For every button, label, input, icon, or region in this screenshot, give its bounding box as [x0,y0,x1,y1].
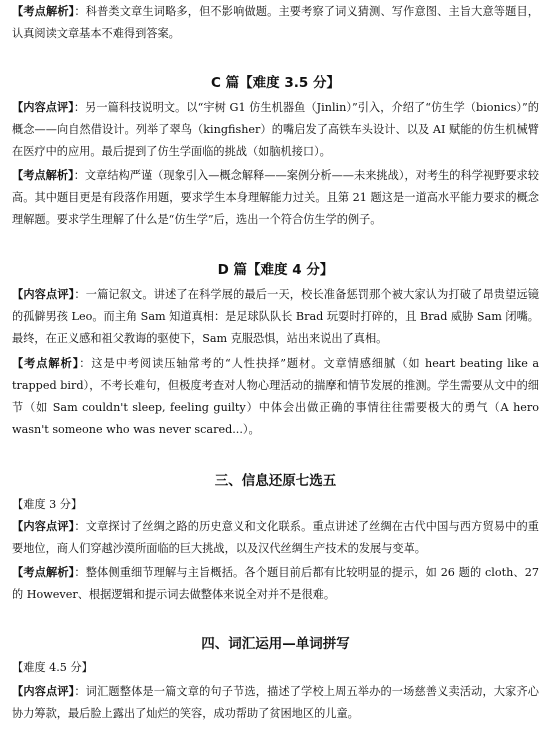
analysis-label: 【考点解析】 [12,168,74,182]
section-d-heading: D 篇【难度 4 分】 [217,262,334,278]
content-text: ：另一篇科技说明文。以“宇树 G1 仿生机器鱼（Jinlin）”引入，介绍了“仿生学（bionics）”的概念——向自然借设计。列举了翠鸟（kingfisher）的嘴启发了高铁车头设计、以及 AI 赋能的仿生机械臂在医疗中的应用。最后提到了仿生学面临的挑战（如脑机接口）。 [12,101,539,158]
content-text: ：词汇题整体是一篇文章的句子节选，描述了学校上周五举办的一场慈善义卖活动，大家齐心协力筹款，最后脸上露出了灿烂的笑容，成功帮助了贫困地区的儿童。 [12,685,539,720]
section-3-difficulty: 【难度 3 分】 [12,498,83,511]
analysis-label: 【考点解析】 [12,4,75,18]
analysis-text: ：这是中考阅读压轴常考的“人性抉择”题材。文章情感细腻（如 heart beating like a trapped bird），不考长难句，但极度考查对人物心理活动的揣摩和情节发展的推测。学生需要从文中的细节（如 Sam couldn't sleep, feeling guilty）中体会出做正确的事情往往需要极大的勇气（A hero wasn't someone who was never scared...）。 [12,357,539,436]
content-text: ：一篇记叙文。讲述了在科学展的最后一天，校长准备惩罚那个被大家认为打破了昂贵望远镜的孤僻男孩 Leo。而主角 Sam 知道真相：是足球队队长 Brad 玩耍时打碎的，且 Brad 威胁 Sam 闭嘴。最终，在正义感和祖父教诲的驱使下，Sam 克服恐惧，站出来说出了真相。 [12,288,539,345]
intro-analysis-paragraph [12,0,539,45]
analysis-text: ：科普类文章生词略多，但不影响做题。主要考察了词义猜测、写作意图、主旨大意等题目，认真阅读文章基本不难得到答案。 [12,5,539,40]
section-d-content-paragraph [12,283,539,350]
content-text: ：文章探讨了丝绸之路的历史意义和文化联系。重点讲述了丝绸在古代中国与西方贸易中的重要地位，商人们穿越沙漠所面临的巨大挑战，以及汉代丝绸生产技术的发展与变革。 [12,520,539,555]
analysis-text: ：文章结构严谨（现象引入—概念解释——案例分析——未来挑战），对考生的科学视野要求较高。其中题目更是有段落作用题，要求学生本身理解能力过关。且第 21 题这是一道高水平能力要求的概念理解题。要求学生理解了什么是“仿生学”后，选出一个符合仿生学的例子。 [12,169,539,226]
section-c-heading: C 篇【难度 3.5 分】 [211,75,340,91]
content-label: 【内容点评】 [12,100,74,114]
section-c-analysis-paragraph [12,164,539,231]
section-3-analysis-paragraph [12,561,539,606]
content-label: 【内容点评】 [12,684,75,698]
analysis-text: ：整体侧重细节理解与主旨概括。各个题目前后都有比较明显的提示，如 26 题的 cloth、27 的 However、根据逻辑和提示词去做整体来说全对并不是很难。 [12,566,539,601]
content-label: 【内容点评】 [12,519,75,533]
section-4-content-paragraph [12,680,539,725]
analysis-label: 【考点解析】 [12,356,80,370]
section-3-content-paragraph [12,515,539,560]
section-3-heading: 三、信息还原七选五 [214,473,337,489]
section-c-content-paragraph [12,96,539,163]
section-d-analysis-paragraph [12,352,539,441]
content-label: 【内容点评】 [12,287,75,301]
analysis-label: 【考点解析】 [12,565,75,579]
section-4-difficulty: 【难度 4.5 分】 [12,661,93,674]
section-4-heading: 四、词汇运用—单词拼写 [201,636,350,652]
